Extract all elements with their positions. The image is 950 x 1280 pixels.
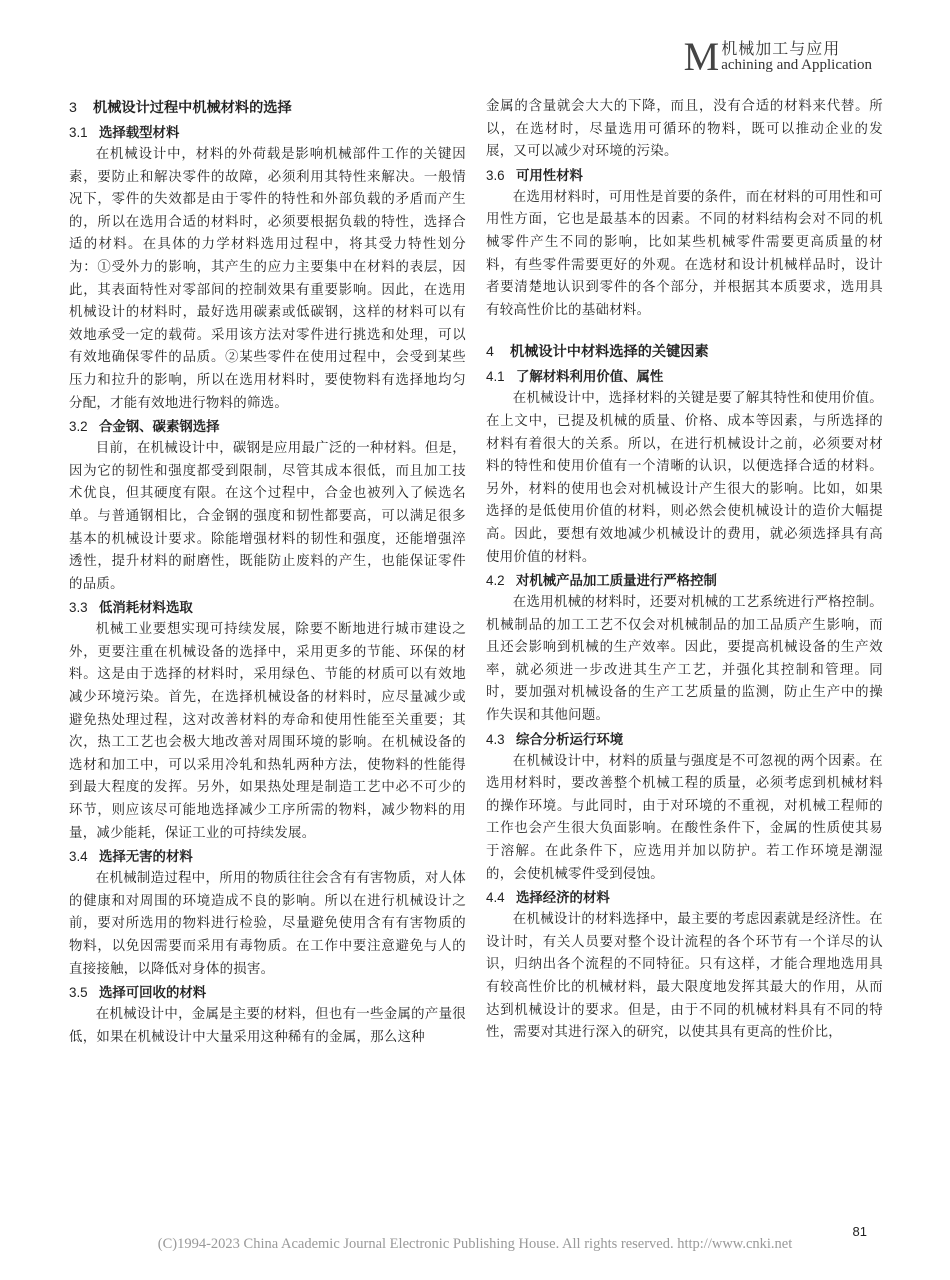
paragraph: 在机械设计的材料选择中，最主要的考虑因素就是经济性。在设计时，有关人员要对整个设计流程的各个环节有一个详尽的认识，归纳出各个流程的不同特征。只有这样，才能合理地选用具有较高性价比的机械材料，最大限度地发挥其最大的作用，从而达到机械设计的要求。但是，由于不同的机械材料具有不同的特性，需要对其进行深入的研究，以使其具有更高的性价比， — [486, 912, 883, 1041]
page-number: 81 — [852, 1224, 867, 1239]
subsection-heading: 4.3 综合分析运行环境 — [486, 731, 624, 748]
subsection-heading: 3.3 低消耗材料选取 — [69, 600, 193, 617]
paragraph-continued: 金属的含量就会大大的下降，而且，没有合适的材料来代替。所以，在选材时，尽量选用可循环的物料，既可以推动企业的发展，又可以减少对环境的污染。 — [486, 99, 883, 160]
section-heading: 4 机械设计中材料选择的关键因素 — [486, 344, 709, 361]
subsection-heading: 3.1 选择载型材料 — [69, 125, 180, 141]
right-column — [486, 96, 883, 1045]
section-heading: 3 机械设计过程中机械材料的选择 — [69, 100, 292, 116]
paragraph: 在机械制造过程中，所用的物质往往会含有有害物质，对人体的健康和对周围的环境造成不良的影响。所以在进行机械设计之前，要对所选用的物料进行检验，尽量避免使用含有有害物质的物料，以免因需要而采用有毒物质。在工作中要注意避免与人的直接接触，以降低对身体的损害。 — [69, 871, 466, 977]
subsection-heading: 3.5 选择可回收的材料 — [69, 985, 207, 1002]
left-column — [69, 96, 466, 1049]
paragraph: 在选用机械的材料时，还要对机械的工艺系统进行严格控制。机械制品的加工工艺不仅会对机械制品的加工品质产生影响，而且还会影响到机械的生产效率。因此，要提高机械设备的生产效率，就必须进一步改进其生产工艺，并强化其控制和管理。同时，要加强对机械设备的生产工艺质量的监测，防止生产中的操作失误和其他问题。 — [486, 595, 883, 724]
copyright-footer: (C)1994-2023 China Academic Journal Electronic Publishing House. All rights reserved. http://www.cnki.net — [157, 1236, 793, 1252]
journal-name-en: achining and Application — [721, 57, 872, 74]
subsection-heading: 3.4 选择无害的材料 — [69, 849, 193, 866]
subsection-heading: 4.1 了解材料利用价值、属性 — [486, 369, 664, 386]
subsection-heading: 4.4 选择经济的材料 — [486, 890, 610, 907]
logo-letter: M — [683, 34, 720, 79]
paragraph: 在机械设计中，金属是主要的材料，但也有一些金属的产量很低，如果在机械设计中大量采用这种稀有的金属，那么这种 — [69, 1007, 466, 1045]
paragraph: 在机械设计中，选择材料的关键是要了解其特性和使用价值。在上文中，已提及机械的质量、价格、成本等因素，与所选择的材料有着很大的关系。所以，在进行机械设计之前，必须要对材料的特性和使用价值有一个清晰的认识，以便选择合适的材料。另外，材料的使用也会对机械设计产生很大的影响。比如，如果选择的是低使用价值的材料，则必然会使机械设计的造价大幅提高。因此，要想有效地减少机械设计的费用，就必须选择具有高使用价值的材料。 — [486, 391, 883, 565]
paragraph: 在机械设计中，材料的外荷载是影响机械部件工作的关键因素，要防止和解决零件的故障，必须利用其特性来解决。一般情况下，零件的失效都是由于零件的特性和外部负载的矛盾而产生的，所以在选用合适的材料时，必须要根据负载的特性，选择合适的材料。在具体的力学材料选用过程中，将其受力特性划分为：①受外力的影响，其产生的应力主要集中在材料的表层，因此，其表面特性对零部间的控制效果有重要影响。因此，在选用机械设计的材料时，最好选用碳素或低碳钢，这样的材料可以有效地承受一定的载荷。采用该方法对零件进行挑选和处理，可以有效地确保零件的品质。②某些零件在使用过程中，会受到某些压力和拉升的影响，所以在选用材料时，要使物料有选择地均匀分配，才能有效地进行物料的筛选。 — [69, 147, 466, 411]
subsection-heading: 4.2 对机械产品加工质量进行严格控制 — [486, 573, 717, 590]
journal-logo — [683, 34, 872, 79]
subsection-heading: 3.2 合金钢、碳素钢选择 — [69, 419, 220, 436]
subsection-heading: 3.6 可用性材料 — [486, 167, 583, 184]
paragraph: 在选用材料时，可用性是首要的条件，而在材料的可用性和可用性方面，它也是最基本的因素。不同的材料结构会对不同的机械零件产生不同的影响，比如某些机械零件需要更高质量的材料，有些零件需要更好的外观。在选材和设计机械样品时，设计者要清楚地认识到零件的各个部分，并根据其本质要求，选用具有较高性价比的基础材料。 — [486, 189, 883, 318]
paragraph: 在机械设计中，材料的质量与强度是不可忽视的两个因素。在选用材料时，要改善整个机械工程的质量，必须考虑到机械材料的操作环境。与此同时，由于对环境的不重视，对机械工程师的工作也会产生很大负面影响。在酸性条件下，金属的性质使其易于溶解。在此条件下，应选用并加以防护。若工作环境是潮湿的，会使机械零件受到侵蚀。 — [486, 753, 883, 882]
journal-name-cn: 机械加工与应用 — [721, 39, 841, 59]
paragraph: 机械工业要想实现可持续发展，除要不断地进行城市建设之外，更要注重在机械设备的选择中，采用更多的节能、环保的材料。这是由于选择的材料时，采用绿色、节能的材质可以有效地减少环境污染。首先，在选择机械设备的材料时，应尽量减少或避免热处理过程，这对改善材料的寿命和使用性能至关重要；其次，热工工艺也会极大地改善对周围环境的影响。在机械设备的选材和加工中，可以采用冷轧和热轧两种方法，使物料的性能得到最大程度的发挥。另外，如果热处理是制造工艺中必不可少的环节，则应该尽可能地选择减少工序所需的物料，减少物料的用量，减少能耗，保证工业的可持续发展。 — [69, 622, 466, 841]
spacer — [486, 322, 883, 340]
paragraph: 目前，在机械设计中，碳钢是应用最广泛的一种材料。但是，因为它的韧性和强度都受到限制，尽管其成本很低，而且加工技术优良，但其硬度有限。在这个过程中，合金也被列入了候选名单。与普通钢相比，合金钢的强度和韧性都要高，可以满足很多基本的机械设计要求。除能增强材料的韧性和强度，还能增强淬透性，提升材料的耐磨性，既能防止废料的产生，也能保证零件的品质。 — [69, 441, 466, 592]
